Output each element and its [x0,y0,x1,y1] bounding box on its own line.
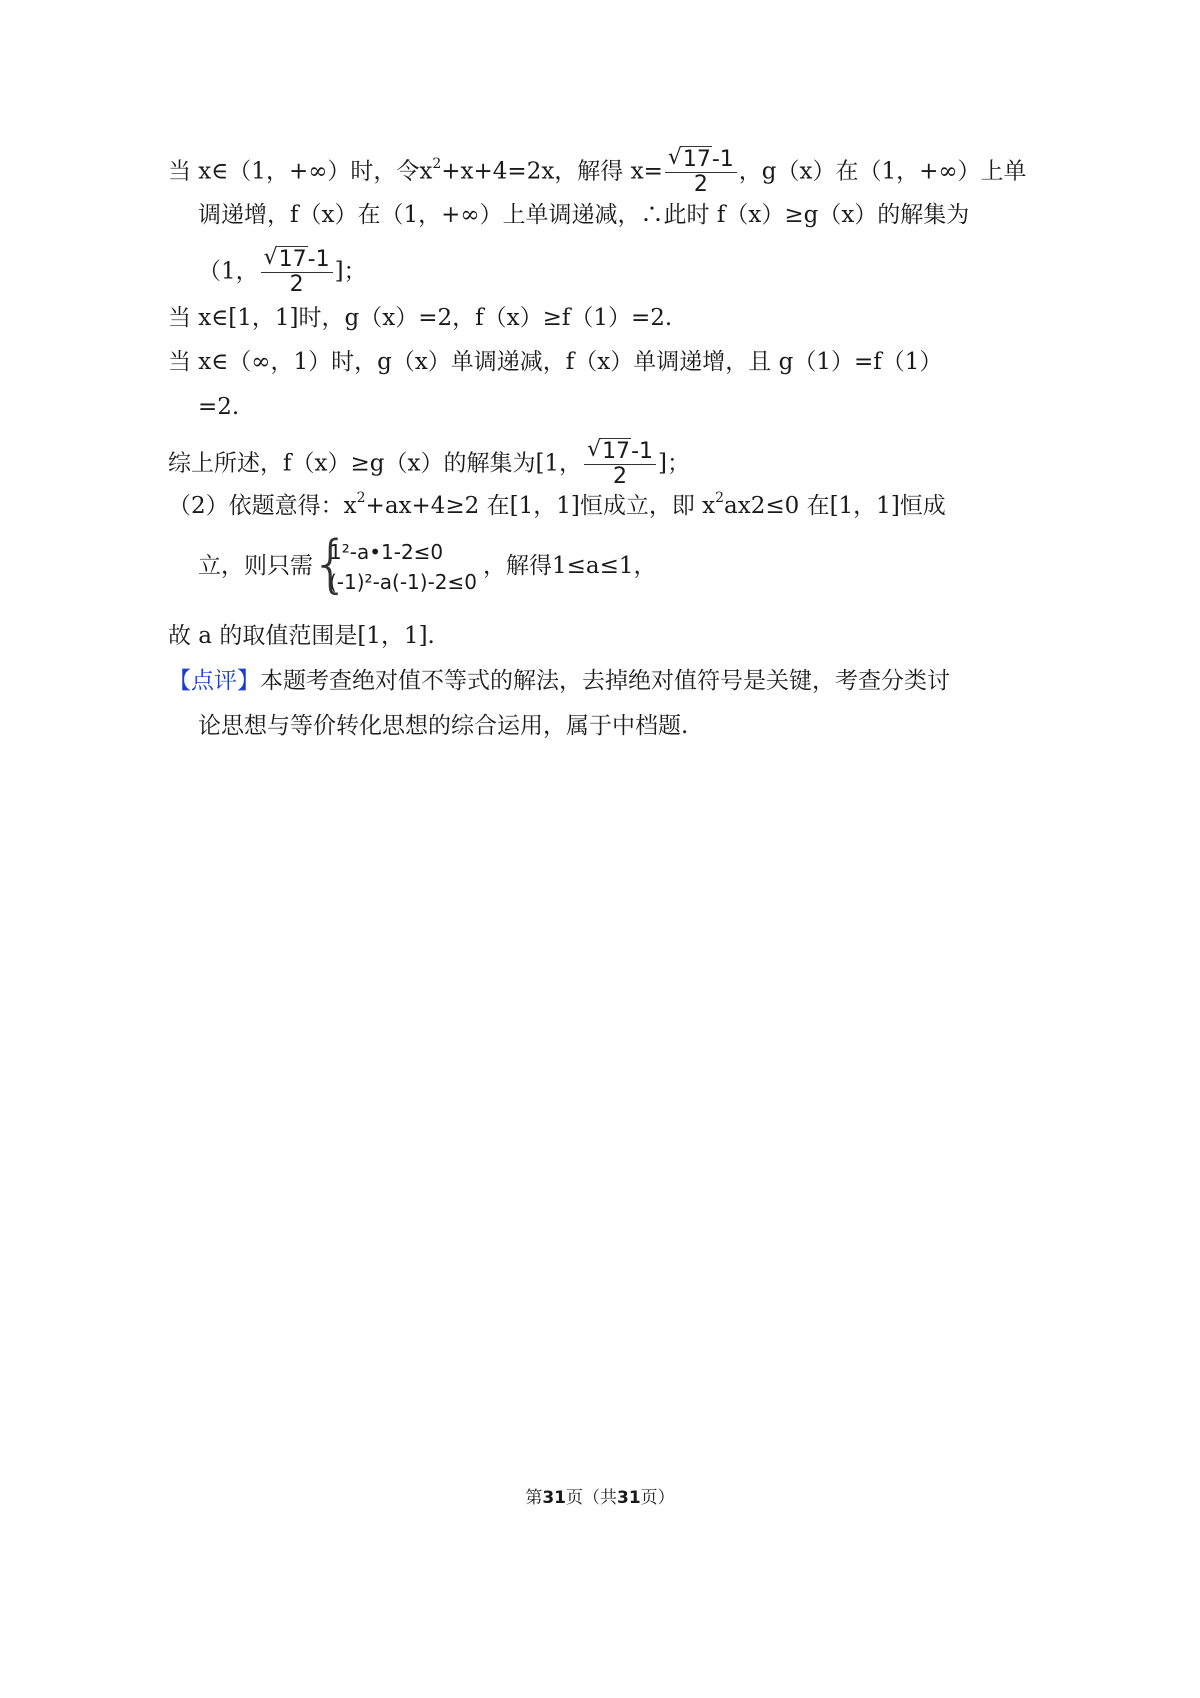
solution-line-7: 综上所述，f（x）≥g（x）的解集为[1， √ 17-1 2 ]； [168,437,690,489]
solution-line-9: 立，则只需 { 1²-a•1-2≤0 (-1)²-a(-1)-2≤0 ，解得1≤a≤1， [198,527,657,600]
solution-line-2: 调递增，f（x）在（1，+∞）上单调递减，∴此时 f（x）≥g（x）的解集为 [198,202,970,228]
solution-line-3: （1， √ 17-1 2 ]； [198,245,367,297]
comment-tag: 【点评】 [168,668,260,694]
solution-line-4: 当 x∈[1，1]时，g（x）=2，f（x）≥f（1）=2. [168,305,673,331]
solution-line-8: （2）依题意得：$x^2+ax+4\ge 2$ 在[1，1]恒成立，即 $x^2ax2\le 0$ 在[1，1]恒成 [168,490,946,519]
solution-line-5: 当 x∈（∞，1）时，g（x）单调递减，f（x）单调递增，且 g（1）=f（1） [168,349,943,375]
solution-line-6: =2. [198,394,240,420]
inequality-system: { 1²-a•1-2≤0 (-1)²-a(-1)-2≤0 [311,527,478,600]
page-footer: 第31页（共31页） [525,1488,675,1508]
fraction-sqrt17-minus-1-over-2: √ 17-1 2 [261,248,333,297]
fraction-sqrt17-minus-1-over-2: √ 17-1 2 [584,440,656,489]
solution-line-10: 故 a 的取值范围是[1，1]. [168,623,435,649]
comment-line-1: 【点评】本题考查绝对值不等式的解法，去掉绝对值符号是关键，考查分类讨 [168,668,950,694]
solution-line-1: 当 x∈（1，+∞）时，令$x^2+x+4=2x$，解得 x= √ 17-1 2 ，g（x）在（1，+∞）上单 [168,145,1027,197]
comment-line-2: 论思想与等价转化思想的综合运用，属于中档题. [198,713,689,739]
fraction-sqrt17-minus-1-over-2: √ 17-1 2 [665,148,737,197]
